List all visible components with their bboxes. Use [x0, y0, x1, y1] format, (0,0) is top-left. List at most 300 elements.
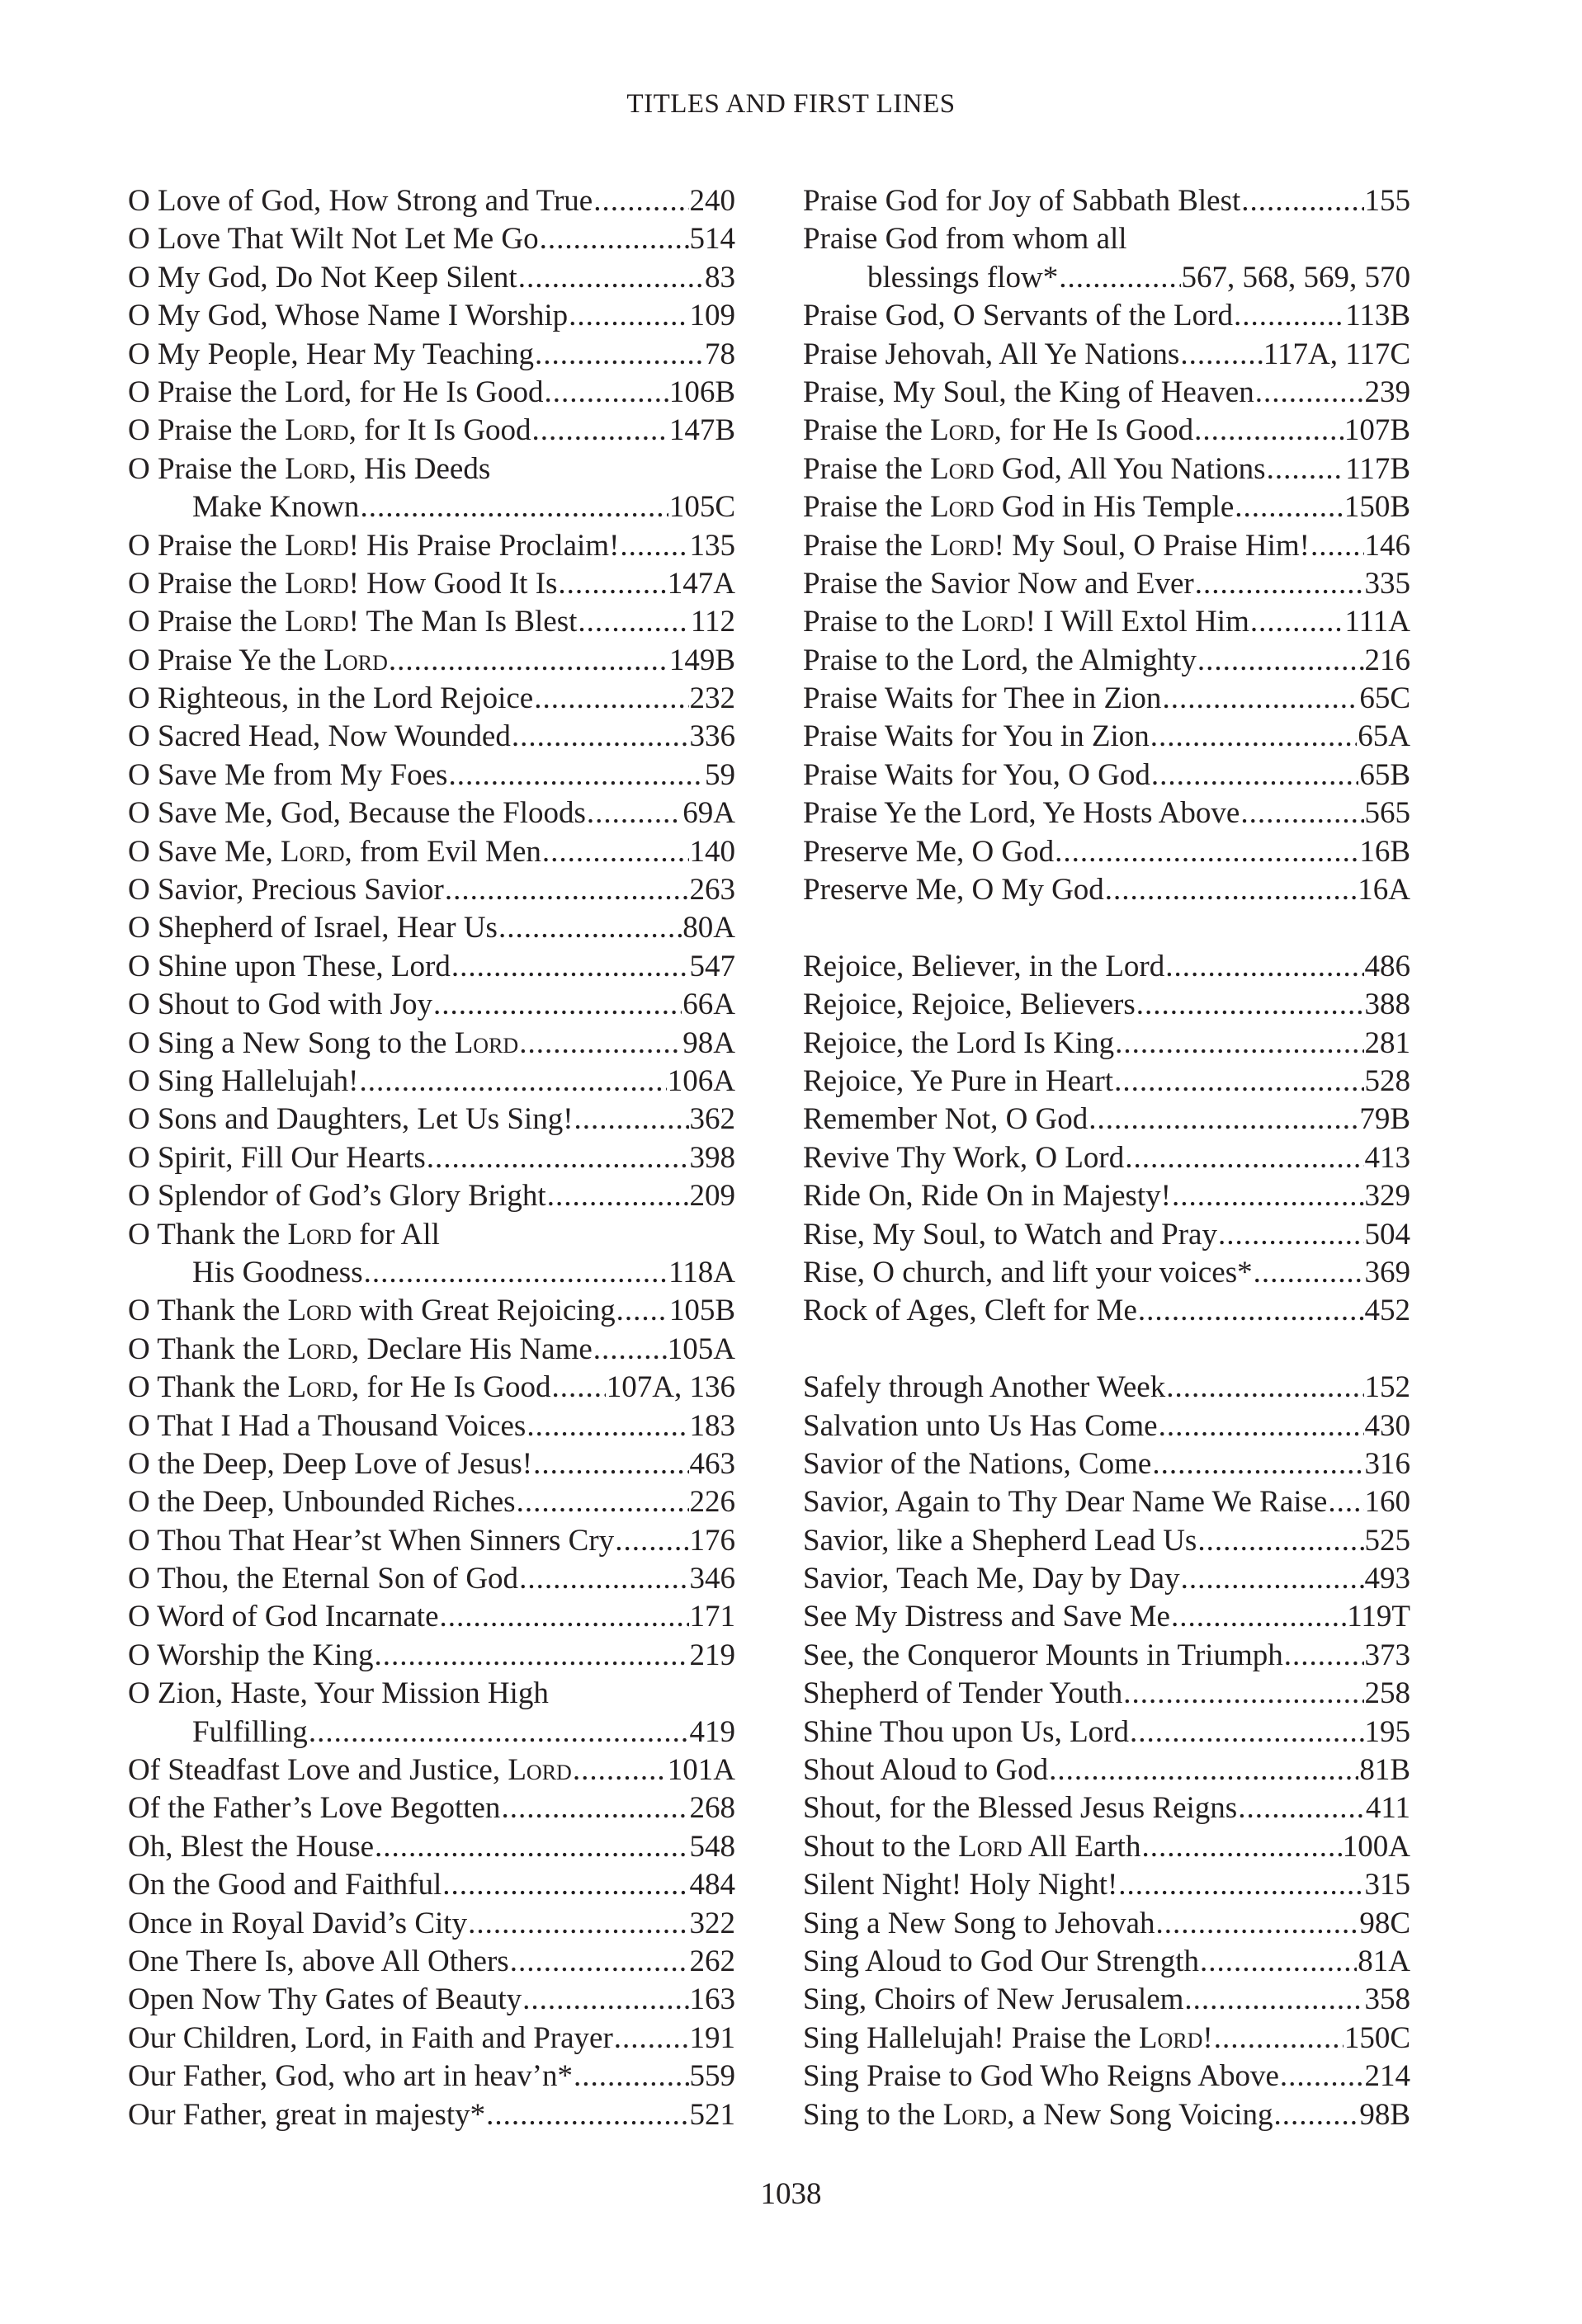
hymn-number: 521 — [689, 2097, 735, 2132]
index-entry — [803, 1369, 1410, 1407]
hymn-number: 329 — [1364, 1179, 1410, 1214]
index-entry — [128, 1407, 735, 1445]
hymn-number: 107B — [1344, 413, 1410, 448]
index-entry — [128, 1292, 735, 1330]
entry-title: O the Deep, Unbounded Riches — [128, 1485, 516, 1520]
hymn-number: 239 — [1364, 375, 1410, 409]
entry-title: See My Distress and Save Me — [803, 1600, 1170, 1634]
entry-title: O Splendor of God’s Glory Bright — [128, 1179, 546, 1214]
dot-leader — [569, 297, 688, 335]
entry-title: Praise the Savior Now and Ever — [803, 566, 1194, 601]
index-entry — [803, 1560, 1410, 1598]
hymn-number: 113B — [1345, 299, 1410, 333]
dot-leader — [1280, 2058, 1364, 2095]
hymn-number: 525 — [1364, 1523, 1410, 1558]
hymn-number: 358 — [1364, 1982, 1410, 2017]
index-entry — [803, 871, 1410, 909]
hymn-number: 106B — [668, 375, 735, 409]
dot-leader — [615, 1522, 688, 1560]
index-entry — [803, 1063, 1410, 1101]
entry-title: Shine Thou upon Us, Lord — [803, 1714, 1130, 1749]
hymn-number: 504 — [1364, 1217, 1410, 1252]
entry-title: Sing a New Song to Jehovah — [803, 1906, 1155, 1940]
hymn-number: 484 — [689, 1868, 735, 1902]
index-entry — [128, 259, 735, 297]
dot-leader — [1284, 1637, 1364, 1675]
index-entry — [128, 1483, 735, 1521]
index-entry — [128, 909, 735, 947]
hymn-number: 322 — [689, 1906, 735, 1940]
entry-title: Rejoice, the Lord Is King — [803, 1025, 1115, 1060]
dot-leader — [614, 2020, 689, 2058]
index-entry — [803, 2058, 1410, 2095]
hymn-number: 150C — [1344, 2020, 1410, 2055]
dot-leader — [1150, 718, 1357, 756]
entry-title: Rise, O church, and lift your voices* — [803, 1255, 1253, 1289]
entry-title: Preserve Me, O My God — [803, 873, 1104, 907]
index-entry — [128, 833, 735, 871]
entry-title: Praise the Lord, for He Is Good — [803, 413, 1194, 448]
hymn-number: 111A — [1344, 605, 1410, 639]
index-entry — [128, 1637, 735, 1675]
hymn-number: 369 — [1364, 1255, 1410, 1289]
entry-title: O Shout to God with Joy — [128, 988, 433, 1022]
index-column-left — [128, 182, 735, 2134]
entry-title: O Savior, Precious Savior — [128, 873, 444, 907]
entry-title: O My People, Hear My Teaching — [128, 337, 535, 371]
entry-title: O That I Had a Thousand Voices — [128, 1408, 527, 1443]
hymn-number: 430 — [1364, 1408, 1410, 1443]
dot-leader — [512, 718, 689, 756]
index-entry — [803, 1943, 1410, 1981]
index-entry — [803, 182, 1410, 220]
entry-title: Rock of Ages, Cleft for Me — [803, 1294, 1137, 1328]
hymn-number: 398 — [689, 1140, 735, 1175]
entry-title: O Zion, Haste, Your Mission High — [128, 1676, 549, 1711]
dot-leader — [517, 1483, 689, 1521]
dot-leader — [518, 259, 704, 297]
dot-leader — [593, 182, 688, 220]
index-entry — [803, 1714, 1410, 1751]
index-entry — [128, 297, 735, 335]
index-entry — [803, 488, 1410, 526]
entry-title: Shepherd of Tender Youth — [803, 1676, 1123, 1711]
dot-leader — [360, 1063, 667, 1101]
entry-title: One There Is, above All Others — [128, 1944, 509, 1978]
hymn-number: 567, 568, 569, 570 — [1181, 260, 1410, 295]
dot-leader — [1166, 1369, 1363, 1407]
entry-title: Praise God, O Servants of the Lord — [803, 299, 1233, 333]
entry-title: O Save Me from My Foes — [128, 757, 448, 792]
dot-leader — [1059, 259, 1180, 297]
dot-leader — [1089, 1101, 1358, 1138]
hymn-number: 160 — [1364, 1485, 1410, 1520]
entry-title: O Praise the Lord! The Man Is Blest — [128, 605, 578, 639]
index-entry — [803, 794, 1410, 832]
dot-leader — [427, 1139, 689, 1177]
index-entry — [803, 1675, 1410, 1713]
index-entry — [128, 603, 735, 641]
index-entry — [128, 1522, 735, 1560]
hymn-number: 171 — [689, 1600, 735, 1634]
hymn-number: 100A — [1342, 1829, 1410, 1864]
index-entry — [128, 450, 735, 488]
entry-title: Praise Ye the Lord, Ye Hosts Above — [803, 796, 1240, 831]
dot-leader — [468, 1905, 688, 1943]
hymn-number: 493 — [1364, 1562, 1410, 1596]
index-entry — [128, 412, 735, 450]
index-entry — [803, 527, 1410, 565]
hymn-number: 65A — [1358, 719, 1410, 754]
hymn-number: 155 — [1364, 184, 1410, 218]
hymn-number: 559 — [689, 2059, 735, 2094]
dot-leader — [433, 986, 682, 1024]
index-entry — [803, 1177, 1410, 1215]
hymn-number: 150B — [1344, 490, 1410, 525]
dot-leader — [547, 1177, 689, 1215]
entry-title: Remember Not, O God — [803, 1102, 1089, 1137]
dot-leader — [1194, 412, 1344, 450]
entry-title: O Thank the Lord with Great Rejoicing — [128, 1294, 616, 1328]
hymn-number: 232 — [689, 681, 735, 716]
dot-leader — [1172, 1177, 1363, 1215]
entry-title: O Save Me, God, Because the Floods — [128, 796, 586, 831]
entry-title: Praise, My Soul, the King of Heaven — [803, 375, 1254, 409]
hymn-number: 105C — [668, 490, 735, 525]
hymn-number: 146 — [1364, 528, 1410, 563]
hymn-number: 315 — [1364, 1868, 1410, 1902]
index-entry — [128, 182, 735, 220]
index-entry — [803, 450, 1410, 488]
hymn-number: 258 — [1364, 1676, 1410, 1711]
entry-title: See, the Conqueror Mounts in Triumph — [803, 1638, 1283, 1672]
index-entry — [128, 2020, 735, 2058]
dot-leader — [1234, 297, 1344, 335]
entry-title: O Praise Ye the Lord — [128, 643, 388, 677]
dot-leader — [498, 909, 682, 947]
index-entry — [803, 220, 1410, 258]
entry-title: O Sacred Head, Now Wounded — [128, 719, 511, 754]
entry-title: Praise Jehovah, All Ye Nations — [803, 337, 1180, 371]
hymn-number: 109 — [689, 299, 735, 333]
dot-leader — [1125, 1139, 1363, 1177]
hymn-number: 65C — [1359, 681, 1410, 716]
dot-leader — [534, 680, 688, 718]
index-entry — [803, 1025, 1410, 1063]
index-entry — [128, 948, 735, 986]
hymn-number: 388 — [1364, 988, 1410, 1022]
index-entry — [803, 1445, 1410, 1483]
index-entry — [803, 1522, 1410, 1560]
entry-title: Praise Waits for Thee in Zion — [803, 681, 1162, 716]
dot-leader — [1200, 1943, 1357, 1981]
entry-title: Of the Father’s Love Begotten — [128, 1791, 501, 1826]
entry-title: Open Now Thy Gates of Beauty — [128, 1982, 522, 2017]
hymn-number: 105A — [667, 1332, 735, 1366]
dot-leader — [1195, 565, 1364, 603]
index-entry — [128, 1560, 735, 1598]
index-entry — [128, 986, 735, 1024]
entry-title: Shout Aloud to God — [803, 1753, 1049, 1788]
dot-leader — [1123, 1675, 1363, 1713]
index-entry — [128, 1598, 735, 1636]
hymn-number: 528 — [1364, 1063, 1410, 1098]
index-entry — [803, 259, 1410, 297]
dot-leader — [309, 1714, 689, 1751]
index-entry — [803, 603, 1410, 641]
entry-title: O Shine upon These, Lord — [128, 949, 451, 983]
hymn-number: 547 — [689, 949, 735, 983]
dot-leader — [1250, 603, 1344, 641]
dot-leader — [1118, 1866, 1363, 1904]
section-spacer — [803, 1331, 1410, 1369]
hymn-number: 16A — [1358, 873, 1410, 907]
entry-title: Shout to the Lord All Earth — [803, 1829, 1141, 1864]
dot-leader — [1255, 374, 1364, 412]
entry-title: O Worship the King — [128, 1638, 374, 1672]
index-entry — [803, 1981, 1410, 2019]
dot-leader — [1184, 1981, 1363, 2019]
entry-title: O My God, Whose Name I Worship — [128, 299, 569, 333]
hymn-number: 80A — [682, 911, 735, 945]
entry-title: O Sing Hallelujah! — [128, 1063, 359, 1098]
entry-title: O Shepherd of Israel, Hear Us — [128, 911, 498, 945]
index-entry — [128, 1331, 735, 1369]
entry-title: O Thank the Lord, Declare His Name — [128, 1332, 593, 1366]
entry-title: Fulfilling — [192, 1714, 308, 1749]
hymn-number: 112 — [690, 605, 735, 639]
dot-leader — [510, 1943, 689, 1981]
hymn-number: 281 — [1364, 1025, 1410, 1060]
index-entry — [128, 1675, 735, 1713]
dot-leader — [1115, 1025, 1363, 1063]
entry-title: His Goodness — [192, 1255, 363, 1289]
hymn-number: 117B — [1345, 451, 1410, 486]
entry-title: O Sing a New Song to the Lord — [128, 1025, 519, 1060]
dot-leader — [1159, 1407, 1364, 1445]
entry-title: Our Father, great in majesty* — [128, 2097, 486, 2132]
index-entry — [128, 527, 735, 565]
dot-leader — [1105, 871, 1357, 909]
entry-title: Sing Aloud to God Our Strength — [803, 1944, 1199, 1978]
entry-title: Praise Waits for You, O God — [803, 757, 1150, 792]
dot-leader — [532, 412, 668, 450]
index-entry — [803, 1483, 1410, 1521]
hymn-number: 152 — [1364, 1370, 1410, 1405]
dot-leader — [533, 1445, 688, 1483]
hymn-number: 335 — [1364, 566, 1410, 601]
index-entry — [803, 1292, 1410, 1330]
index-entry — [803, 2096, 1410, 2134]
entry-title: Sing Hallelujah! Praise the Lord! — [803, 2020, 1213, 2055]
dot-leader — [1180, 336, 1263, 374]
entry-title: Shout, for the Blessed Jesus Reigns — [803, 1791, 1238, 1826]
entry-title: O Love That Wilt Not Let Me Go — [128, 222, 539, 257]
entry-title: Praise to the Lord! I Will Extol Him — [803, 605, 1249, 639]
index-entry — [128, 1254, 735, 1292]
index-entry — [128, 642, 735, 680]
index-entry — [128, 1025, 735, 1063]
dot-leader — [545, 374, 668, 412]
page-title: TITLES AND FIRST LINES — [626, 89, 956, 119]
dot-leader — [1254, 1254, 1364, 1292]
dot-leader — [1156, 1905, 1359, 1943]
dot-leader — [1152, 1445, 1363, 1483]
dot-leader — [1138, 1292, 1364, 1330]
dot-leader — [1238, 1789, 1365, 1827]
entry-title: O Righteous, in the Lord Rejoice — [128, 681, 534, 716]
index-entry — [128, 1177, 735, 1215]
entry-title: Sing Praise to God Who Reigns Above — [803, 2059, 1279, 2094]
index-entry — [803, 986, 1410, 1024]
index-entry — [128, 680, 735, 718]
dot-leader — [1267, 450, 1345, 488]
index-entry — [128, 718, 735, 756]
index-entry — [128, 1101, 735, 1138]
hymn-number: 119T — [1347, 1600, 1410, 1634]
dot-leader — [1273, 2096, 1358, 2134]
hymn-number: 514 — [689, 222, 735, 257]
dot-leader — [1241, 182, 1363, 220]
hymn-number: 219 — [689, 1638, 735, 1672]
hymn-number: 183 — [689, 1408, 735, 1443]
entry-title: Savior, like a Shepherd Lead Us — [803, 1523, 1197, 1558]
dot-leader — [587, 794, 682, 832]
dot-leader — [1162, 680, 1358, 718]
entry-title: O Thou That Hear’st When Sinners Cry — [128, 1523, 615, 1558]
entry-title: Praise the Lord God in His Temple — [803, 490, 1235, 525]
dot-leader — [442, 1866, 688, 1904]
index-entry — [803, 1866, 1410, 1904]
hymn-number: 373 — [1364, 1638, 1410, 1672]
index-entry — [128, 757, 735, 794]
entry-title: Safely through Another Week — [803, 1370, 1166, 1405]
index-entry — [128, 871, 735, 909]
hymn-number: 316 — [1364, 1446, 1410, 1481]
dot-leader — [1114, 1063, 1363, 1101]
index-entry — [128, 1943, 735, 1981]
entry-title: O My God, Do Not Keep Silent — [128, 260, 517, 295]
index-entry — [803, 412, 1410, 450]
dot-leader — [558, 565, 666, 603]
dot-leader — [620, 527, 688, 565]
dot-leader — [540, 220, 689, 258]
dot-leader — [1235, 488, 1344, 526]
dot-leader — [535, 336, 704, 374]
dot-leader — [1181, 1560, 1364, 1598]
index-entry — [128, 1445, 735, 1483]
entry-title: O Praise the Lord, for It Is Good — [128, 413, 531, 448]
entry-title: O Love of God, How Strong and True — [128, 184, 593, 218]
index-entry — [803, 565, 1410, 603]
dot-leader — [501, 1789, 688, 1827]
dot-leader — [1049, 1751, 1358, 1789]
index-entry — [803, 297, 1410, 335]
dot-leader — [522, 1981, 688, 2019]
entry-title: Praise God for Joy of Sabbath Blest — [803, 184, 1241, 218]
entry-title: Rejoice, Ye Pure in Heart — [803, 1063, 1114, 1098]
hymn-number: 163 — [689, 1982, 735, 2017]
index-entry — [128, 1981, 735, 2019]
dot-leader — [1214, 2020, 1344, 2058]
index-entry — [128, 794, 735, 832]
entry-title: Of Steadfast Love and Justice, Lord — [128, 1753, 572, 1788]
dot-leader — [574, 1101, 689, 1138]
dot-leader — [1136, 986, 1364, 1024]
dot-leader — [1328, 1483, 1363, 1521]
dot-leader — [364, 1254, 668, 1292]
entry-title: O Spirit, Fill Our Hearts — [128, 1140, 426, 1175]
dot-leader — [445, 871, 689, 909]
dot-leader — [1197, 642, 1364, 680]
index-entry — [128, 374, 735, 412]
index-entry — [803, 642, 1410, 680]
entry-title: Praise to the Lord, the Almighty — [803, 643, 1197, 677]
entry-title: Praise Waits for You in Zion — [803, 719, 1150, 754]
index-entry — [128, 336, 735, 374]
entry-title: O Praise the Lord, His Deeds — [128, 451, 491, 486]
entry-title: O Word of God Incarnate — [128, 1600, 439, 1634]
dot-leader — [375, 1828, 688, 1866]
hymn-number: 346 — [689, 1562, 735, 1596]
dot-leader — [440, 1598, 689, 1636]
dot-leader — [1171, 1598, 1346, 1636]
hymn-number: 413 — [1364, 1140, 1410, 1175]
entry-title: O Sons and Daughters, Let Us Sing! — [128, 1102, 574, 1137]
hymn-number: 463 — [689, 1446, 735, 1481]
entry-title: Make Known — [192, 490, 360, 525]
hymn-number: 226 — [689, 1485, 735, 1520]
hymn-number: 565 — [1364, 796, 1410, 831]
index-entry — [803, 1637, 1410, 1675]
entry-title: Revive Thy Work, O Lord — [803, 1140, 1125, 1175]
entry-title: Our Father, God, who art in heav’n* — [128, 2059, 573, 2094]
entry-title: Ride On, Ride On in Majesty! — [803, 1179, 1172, 1214]
entry-title: Rejoice, Believer, in the Lord — [803, 949, 1165, 983]
dot-leader — [527, 1407, 688, 1445]
entry-title: Rise, My Soul, to Watch and Pray — [803, 1217, 1217, 1252]
hymn-number: 195 — [1364, 1714, 1410, 1749]
index-entry — [803, 1101, 1410, 1138]
dot-leader — [1141, 1828, 1341, 1866]
index-entry — [803, 718, 1410, 756]
dot-leader — [573, 1751, 667, 1789]
index-entry — [128, 2096, 735, 2134]
hymn-number: 117A, 117C — [1263, 337, 1410, 371]
hymn-number: 81A — [1358, 1944, 1410, 1978]
dot-leader — [1151, 757, 1358, 794]
entry-title: Praise God from whom all — [803, 222, 1127, 257]
dot-leader — [1197, 1522, 1363, 1560]
hymn-number: 118A — [668, 1255, 735, 1289]
index-entry — [803, 680, 1410, 718]
hymn-number: 140 — [689, 834, 735, 869]
hymn-number: 78 — [705, 337, 735, 371]
dot-leader — [519, 1560, 688, 1598]
entry-title: O the Deep, Deep Love of Jesus! — [128, 1446, 533, 1481]
hymn-number: 262 — [689, 1944, 735, 1978]
entry-title: O Thank the Lord for All — [128, 1217, 440, 1252]
entry-title: blessings flow* — [867, 260, 1059, 295]
dot-leader — [542, 833, 689, 871]
index-entry — [128, 1369, 735, 1407]
index-entry — [128, 488, 735, 526]
hymn-number: 216 — [1364, 643, 1410, 677]
hymn-number: 135 — [689, 528, 735, 563]
index-entry — [128, 1828, 735, 1866]
hymn-number: 548 — [689, 1829, 735, 1864]
index-entry — [803, 1216, 1410, 1254]
